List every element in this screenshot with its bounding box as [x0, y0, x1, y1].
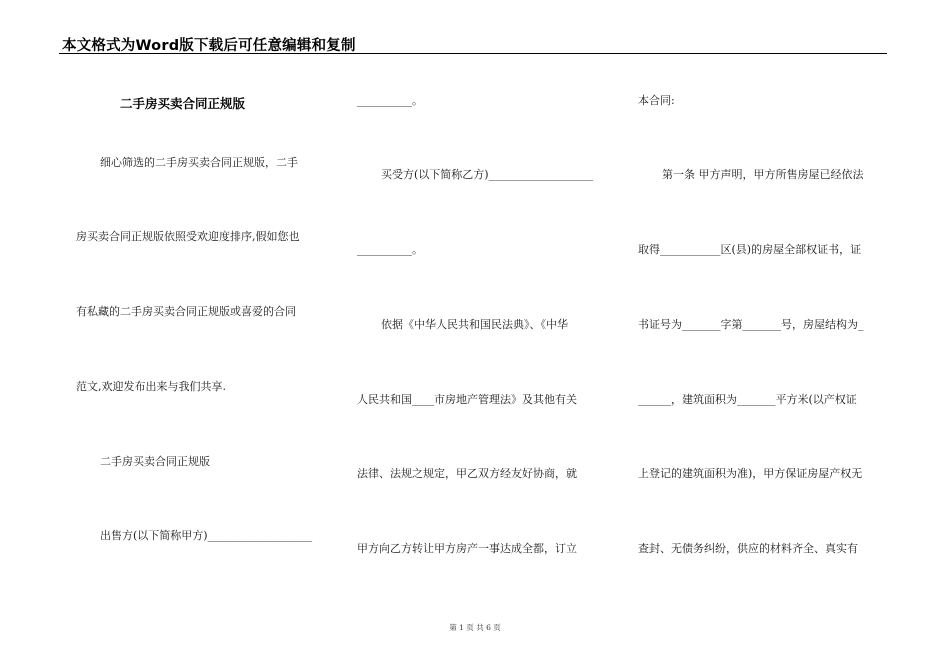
paragraph-line: 房买卖合同正规版依照受欢迎度排序,假如您也	[76, 230, 300, 243]
paragraph-line: 范文,欢迎发布出来与我们共享.	[76, 380, 226, 393]
document-title: 二手房买卖合同正规版	[120, 96, 246, 111]
text-column-3	[638, 0, 893, 672]
paragraph-line: 查封、无债务纠纷，供应的材料齐全、真实有	[638, 542, 858, 555]
paragraph-line: 上登记的建筑面积为准)，甲方保证房屋产权无	[638, 467, 863, 480]
paragraph-line: 法律、法规之规定，甲乙双方经友好协商，就	[357, 467, 577, 480]
page-number: 第 1 页 共 6 页	[449, 623, 501, 632]
paragraph-line: __________。	[357, 94, 423, 107]
paragraph-line: ______，建筑面积为_______平方米(以产权证	[638, 393, 857, 406]
paragraph-line: 第一条 甲方声明，甲方所售房屋已经依法	[662, 168, 864, 181]
paragraph-line: 出售方(以下简称甲方)___________________	[100, 529, 313, 542]
text-column-1	[76, 0, 326, 672]
paragraph-line: 买受方(以下简称乙方)___________________	[381, 168, 594, 181]
paragraph-line: 甲方向乙方转让甲方房产一事达成全都，订立	[357, 542, 577, 555]
paragraph-line: 取得___________区(县)的房屋全部权证书，证	[638, 243, 862, 256]
text-column-2	[357, 0, 607, 672]
paragraph-line: 本合同:	[638, 94, 675, 107]
paragraph-line: 细心筛选的二手房买卖合同正规版，二手	[100, 156, 298, 169]
paragraph-line: 有私藏的二手房买卖合同正规版或喜爱的合同	[76, 305, 296, 318]
paragraph-line: 人民共和国____市房地产管理法》及其他有关	[357, 393, 577, 406]
section-heading: 二手房买卖合同正规版	[100, 455, 210, 468]
paragraph-line: __________。	[357, 243, 423, 256]
paragraph-line: 书证号为_______字第_______号，房屋结构为_	[638, 318, 864, 331]
paragraph-line: 依据《中华人民共和国民法典》、《中华	[381, 318, 568, 331]
page-header: 本文格式为Word版下载后可任意编辑和复制	[62, 38, 356, 54]
